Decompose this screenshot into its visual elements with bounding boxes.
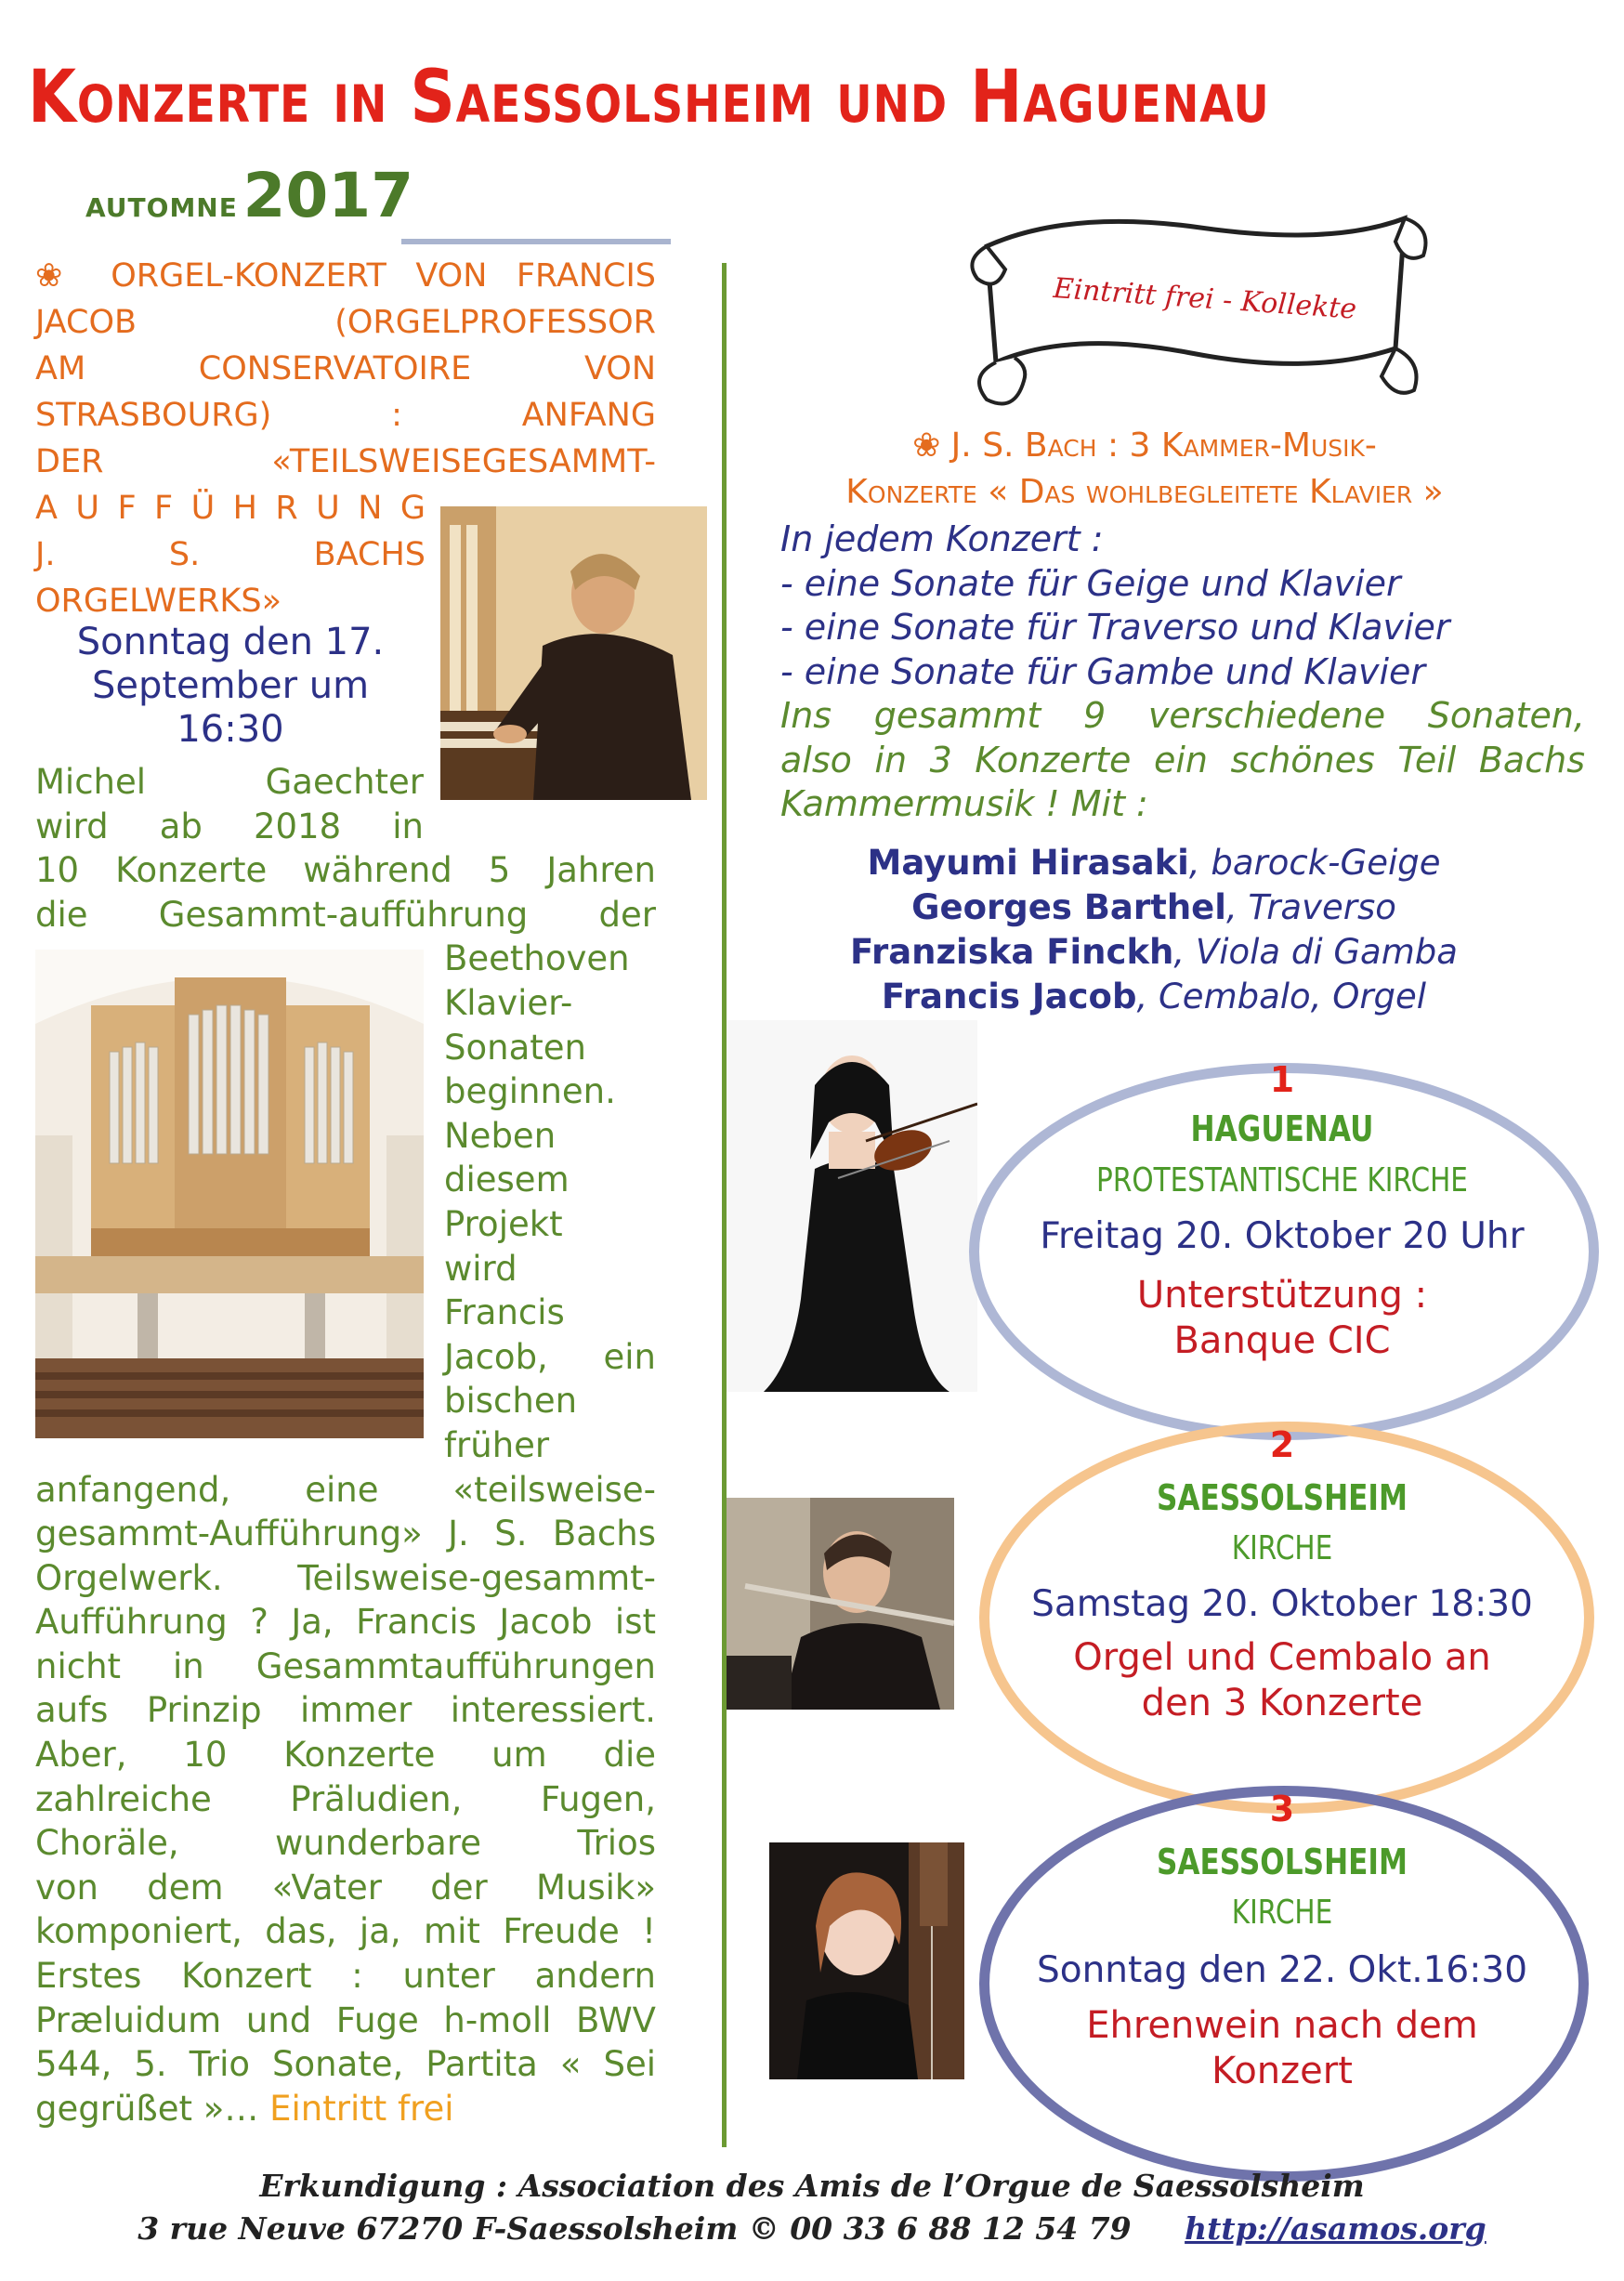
body-line: aufs Prinzip immer interessiert. bbox=[35, 1690, 656, 1731]
gambist-photo bbox=[769, 1842, 964, 2079]
footer-organisation: Erkundigung : Association des Amis de l’Orgue de Saessolsheim bbox=[259, 2168, 1365, 2204]
concert-2-city: SAESSOLSHEIM bbox=[1156, 1477, 1408, 1518]
concert-3-venue: KIRCHE bbox=[1231, 1894, 1333, 1932]
season-name: automne bbox=[85, 183, 238, 226]
concert-2-venue: KIRCHE bbox=[1231, 1529, 1333, 1567]
concert-1-venue: PROTESTANTISCHE KIRCHE bbox=[1096, 1161, 1468, 1199]
footer-address: 3 rue Neuve 67270 F-Saessolsheim © 00 33 6 88 12 54 79 http://asamos.org bbox=[138, 2210, 1486, 2247]
body-line: früher bbox=[444, 1424, 550, 1465]
concert-program-summary bbox=[780, 694, 1585, 827]
musician-role: , barock-Geige bbox=[1188, 843, 1441, 883]
body-line: beginnen. bbox=[444, 1071, 616, 1112]
concert-3-city: SAESSOLSHEIM bbox=[1156, 1842, 1408, 1882]
program-line: - eine Sonate für Gambe und Klavier bbox=[780, 650, 1426, 692]
date-line: 16:30 bbox=[177, 708, 284, 751]
concert-1-datetime: Freitag 20. Oktober 20 Uhr bbox=[1040, 1215, 1525, 1257]
headline-line: ORGELWERKS» bbox=[35, 583, 282, 620]
body-line: Aber, 10 Konzerte um die bbox=[35, 1735, 656, 1776]
headline-line: ❀ ORGEL-KONZERT VON FRANCIS bbox=[35, 257, 657, 295]
body-line: Klavier- bbox=[444, 982, 573, 1023]
concert-3-number: 3 bbox=[1269, 1789, 1295, 1829]
musician-role: , Traverso bbox=[1225, 887, 1396, 927]
headline-line: A U F F Ü H R U N G bbox=[35, 490, 426, 527]
note-line: Orgel und Cembalo an bbox=[1073, 1636, 1491, 1679]
body-line: Erstes Konzert : unter andern bbox=[35, 1956, 656, 1997]
body-line: Beethoven bbox=[444, 938, 630, 979]
church-organ-photo bbox=[35, 950, 424, 1438]
note-line: Unterstützung : bbox=[1136, 1274, 1428, 1317]
headline-line: ❀ J. S. Bach : 3 Kammer-Musik- bbox=[912, 426, 1377, 465]
body-line: gesammt-Aufführung» J. S. Bachs bbox=[35, 1514, 656, 1554]
flower-icon: ❀ bbox=[35, 257, 82, 295]
flutist-photo bbox=[727, 1498, 954, 1710]
musicians-list bbox=[754, 841, 1553, 1019]
concert-2-datetime: Samstag 20. Oktober 18:30 bbox=[1031, 1583, 1533, 1625]
body-line: Sonaten bbox=[444, 1027, 586, 1068]
chamber-concerts-headline bbox=[754, 423, 1535, 516]
organist-illustration bbox=[440, 506, 707, 800]
free-entry-banner-text: Eintritt frei - Kollekte bbox=[1052, 272, 1358, 326]
free-entry-note: Eintritt frei bbox=[269, 2088, 454, 2129]
organist-photo bbox=[440, 506, 707, 800]
body-line: bischen bbox=[444, 1381, 578, 1422]
concert-2-note bbox=[980, 1635, 1584, 1726]
contact-footer bbox=[0, 2165, 1624, 2250]
headline-line: Konzerte « Das wohlbegleitete Klavier » bbox=[845, 473, 1444, 511]
musician-role: , Cembalo, Orgel bbox=[1136, 977, 1427, 1016]
musician bbox=[754, 975, 1553, 1019]
body-line: anfangend, eine «teilsweise- bbox=[35, 1469, 656, 1510]
headline-line: STRASBOURG) : ANFANG bbox=[35, 397, 656, 434]
musician bbox=[754, 885, 1553, 930]
summary-line: also in 3 Konzerte ein schönes Teil Bachs bbox=[780, 739, 1585, 780]
body-line: 10 Konzerte während 5 Jahren bbox=[35, 850, 656, 891]
musician-name: Mayumi Hirasaki bbox=[867, 843, 1189, 883]
concert-3-note bbox=[980, 2003, 1584, 2094]
body-line: 544, 5. Trio Sonate, Partita « Sei bbox=[35, 2044, 656, 2085]
page-title: Konzerte in Saessolsheim und Haguenau bbox=[28, 56, 1270, 139]
gambist-illustration bbox=[769, 1842, 964, 2079]
note-line: den 3 Konzerte bbox=[1141, 1682, 1423, 1724]
program-line: - eine Sonate für Geige und Klavier bbox=[780, 562, 1401, 604]
concert-1-note bbox=[1003, 1273, 1561, 1364]
season-year: 2017 bbox=[242, 160, 414, 231]
note-line: Ehrenwein nach dem bbox=[1086, 2004, 1478, 2047]
concert-1-number: 1 bbox=[1269, 1059, 1295, 1100]
violinist-illustration bbox=[727, 1020, 977, 1392]
body-line: Jacob, ein bbox=[444, 1336, 656, 1377]
summary-line: Kammermusik ! Mit : bbox=[780, 783, 1148, 824]
flutist-illustration bbox=[727, 1498, 954, 1710]
body-line: zahlreiche Präludien, Fugen, bbox=[35, 1778, 656, 1819]
body-line: Projekt bbox=[444, 1203, 563, 1244]
season-label bbox=[85, 160, 413, 231]
concert-program-list bbox=[780, 518, 1585, 694]
date-line: Sonntag den 17. bbox=[76, 621, 385, 663]
body-line: Michel Gaechter bbox=[35, 762, 424, 802]
body-line: Aufführung ? Ja, Francis Jacob ist bbox=[35, 1602, 656, 1643]
body-line: wird ab 2018 in bbox=[35, 806, 424, 846]
body-line: Neben bbox=[444, 1115, 557, 1156]
musician-name: Georges Barthel bbox=[911, 887, 1226, 927]
headline-line: AM CONSERVATOIRE VON bbox=[35, 350, 656, 387]
musician bbox=[754, 841, 1553, 885]
musician-role: , Viola di Gamba bbox=[1173, 932, 1458, 972]
body-line: Orgelwerk. Teilsweise-gesammt- bbox=[35, 1557, 656, 1598]
body-line: gegrüßet »… Eintritt frei bbox=[35, 2088, 454, 2129]
note-line: Banque CIC bbox=[1173, 1319, 1391, 1362]
body-line: von dem «Vater der Musik» bbox=[35, 1867, 656, 1907]
website-link[interactable]: http://asamos.org bbox=[1185, 2210, 1486, 2247]
body-line: Francis bbox=[444, 1292, 565, 1333]
body-line: die Gesammt-aufführung der bbox=[35, 894, 656, 935]
violinist-photo bbox=[727, 1020, 977, 1392]
body-line: nicht in Gesammtaufführungen bbox=[35, 1645, 656, 1686]
concert-1-city: HAGUENAU bbox=[1190, 1108, 1374, 1149]
note-line: Konzert bbox=[1211, 2050, 1353, 2092]
body-line: diesem bbox=[444, 1160, 570, 1200]
church-organ-illustration bbox=[35, 950, 424, 1438]
musician-name: Francis Jacob bbox=[881, 977, 1137, 1016]
headline-line: JACOB (ORGELPROFESSOR bbox=[35, 304, 656, 341]
body-line: Præluidum und Fuge h-moll BWV bbox=[35, 1999, 656, 2040]
concert-2-number: 2 bbox=[1269, 1424, 1295, 1465]
body-line: Choräle, wunderbare Trios bbox=[35, 1823, 656, 1864]
musician bbox=[754, 930, 1553, 975]
program-line: In jedem Konzert : bbox=[780, 518, 1104, 559]
program-line: - eine Sonate für Traverso und Klavier bbox=[780, 607, 1450, 648]
summary-line: Ins gesammt 9 verschiedene Sonaten, bbox=[780, 695, 1585, 736]
season-underline bbox=[401, 239, 671, 244]
body-line: komponiert, das, ja, mit Freude ! bbox=[35, 1911, 656, 1952]
headline-line: DER «TEILSWEISEGESAMMT- bbox=[35, 443, 656, 480]
organ-concert-date bbox=[35, 621, 426, 752]
headline-line: J. S. BACHS bbox=[35, 536, 426, 573]
musician-name: Franziska Finckh bbox=[850, 932, 1174, 972]
body-line: wird bbox=[444, 1248, 517, 1289]
date-line: September um bbox=[91, 664, 370, 707]
concert-3-datetime: Sonntag den 22. Okt.16:30 bbox=[1036, 1949, 1528, 1991]
